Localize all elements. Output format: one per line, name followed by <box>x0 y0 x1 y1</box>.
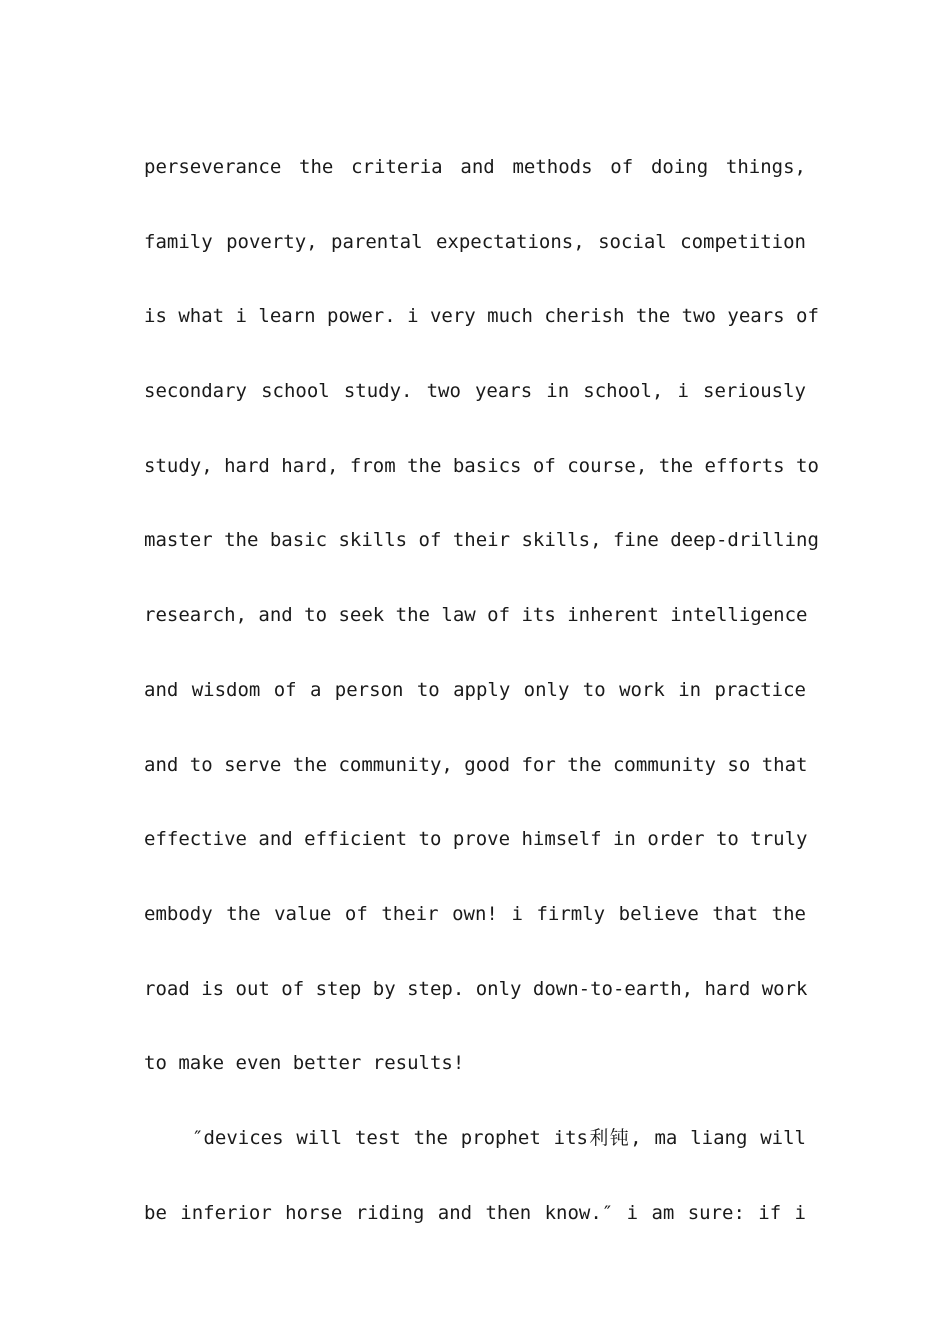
paragraph-start-line: ″devices will test the prophet its利钝, ma liang will <box>192 1126 806 1149</box>
text-line: is what i learn power. i very much cherish the two years of <box>144 305 819 328</box>
text-line: to make even better results! <box>144 1052 465 1075</box>
text-line: effective and efficient to prove himself in order to truly <box>144 828 808 851</box>
text-line: embody the value of their own! i firmly believe that the <box>144 902 806 925</box>
text-line: be inferior horse riding and then know.″ i am sure: if i <box>144 1201 806 1224</box>
text-line: and wisdom of a person to apply only to work in practice <box>144 678 806 701</box>
text-line: master the basic skills of their skills, fine deep-drilling <box>144 529 819 552</box>
text-line: secondary school study. two years in school, i seriously <box>144 380 806 403</box>
text-line: road is out of step by step. only down-to-earth, hard work <box>144 977 808 1000</box>
text-line: perseverance the criteria and methods of doing things, <box>144 156 806 178</box>
body-text <box>144 130 819 1250</box>
text-line: study, hard hard, from the basics of course, the efforts to <box>144 454 819 477</box>
text-line: family poverty, parental expectations, social competition <box>144 230 806 253</box>
text-line: research, and to seek the law of its inherent intelligence <box>144 604 808 627</box>
text-line: and to serve the community, good for the community so that <box>144 753 808 776</box>
